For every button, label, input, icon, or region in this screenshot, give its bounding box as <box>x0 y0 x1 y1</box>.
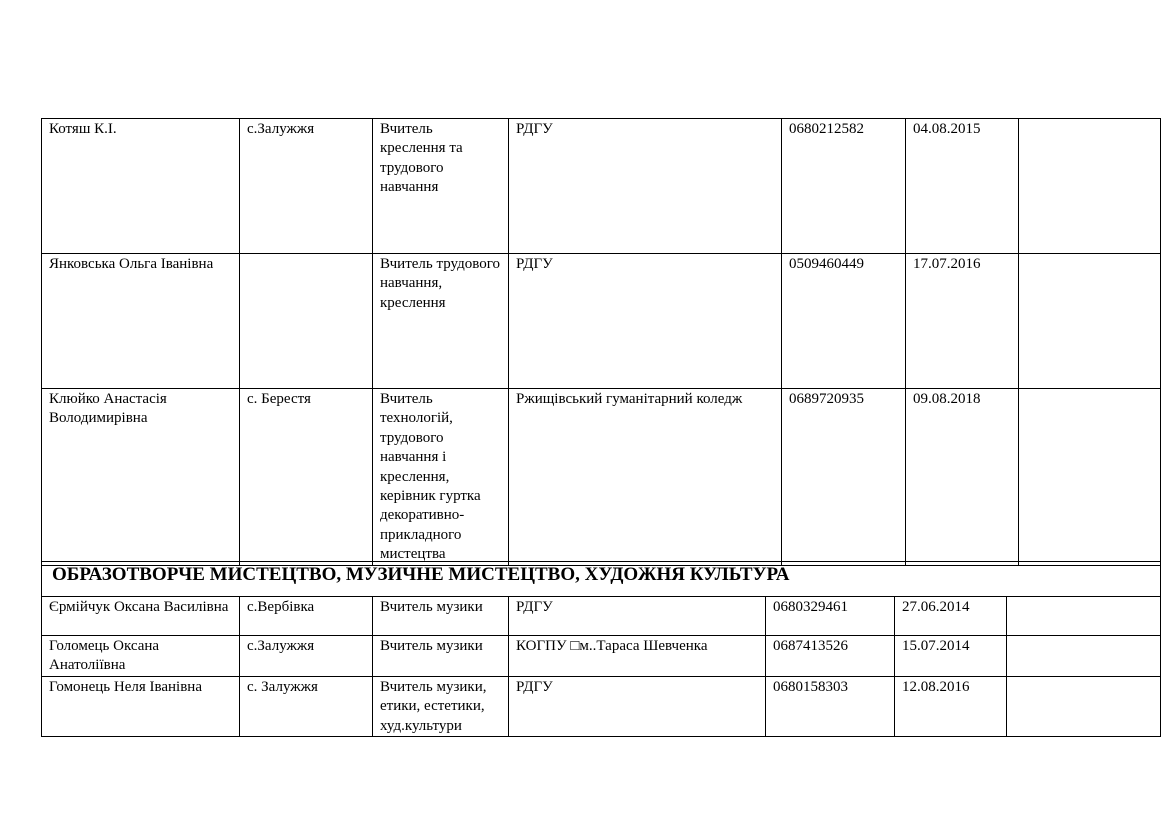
teacher-position: Вчитель технологій, трудового навчання і креслення, керівник гуртка декоративно-прикладного мистецтва <box>373 389 509 566</box>
teacher-position: Вчитель креслення та трудового навчання <box>373 119 509 254</box>
table-row <box>42 119 1161 254</box>
staff-table-arts <box>41 561 1161 737</box>
teacher-name: Гомонець Неля Іванівна <box>42 676 240 736</box>
teacher-village: с.Залужжя <box>240 636 373 677</box>
section-title: ОБРАЗОТВОРЧЕ МИСТЕЦТВО, МУЗИЧНЕ МИСТЕЦТВО, ХУДОЖНЯ КУЛЬТУРА <box>42 562 1161 597</box>
teacher-phone: 0509460449 <box>782 254 906 389</box>
table-row <box>42 636 1161 677</box>
teacher-village: с.Залужжя <box>240 119 373 254</box>
teacher-village: с.Вербівка <box>240 597 373 636</box>
staff-table-labor <box>41 118 1161 566</box>
teacher-note <box>1007 597 1161 636</box>
teacher-education: Ржищівський гуманітарний коледж <box>509 389 782 566</box>
table-row <box>42 676 1161 736</box>
teacher-date: 15.07.2014 <box>895 636 1007 677</box>
teacher-note <box>1019 119 1161 254</box>
teacher-date: 04.08.2015 <box>906 119 1019 254</box>
teacher-date: 09.08.2018 <box>906 389 1019 566</box>
teacher-name: Голомець Оксана Анатоліївна <box>42 636 240 677</box>
table-row <box>42 389 1161 566</box>
teacher-education: КОГПУ □м..Тараса Шевченка <box>509 636 766 677</box>
section-header-row <box>42 562 1161 597</box>
teacher-name: Янковська Ольга Іванівна <box>42 254 240 389</box>
teacher-phone: 0680329461 <box>766 597 895 636</box>
teacher-position: Вчитель трудового навчання, креслення <box>373 254 509 389</box>
teacher-name: Єрмійчук Оксана Василівна <box>42 597 240 636</box>
teacher-phone: 0687413526 <box>766 636 895 677</box>
teacher-phone: 0680212582 <box>782 119 906 254</box>
teacher-village: с. Залужжя <box>240 676 373 736</box>
teacher-name: Клюйко Анастасія Володимирівна <box>42 389 240 566</box>
teacher-village <box>240 254 373 389</box>
teacher-position: Вчитель музики, етики, естетики, худ.культури <box>373 676 509 736</box>
teacher-date: 12.08.2016 <box>895 676 1007 736</box>
table-row <box>42 597 1161 636</box>
teacher-note <box>1007 636 1161 677</box>
teacher-note <box>1019 389 1161 566</box>
teacher-village: с. Берестя <box>240 389 373 566</box>
teacher-phone: 0680158303 <box>766 676 895 736</box>
teacher-position: Вчитель музики <box>373 597 509 636</box>
teacher-education: РДГУ <box>509 597 766 636</box>
teacher-education: РДГУ <box>509 676 766 736</box>
teacher-date: 17.07.2016 <box>906 254 1019 389</box>
table-row <box>42 254 1161 389</box>
teacher-phone: 0689720935 <box>782 389 906 566</box>
teacher-date: 27.06.2014 <box>895 597 1007 636</box>
teacher-education: РДГУ <box>509 254 782 389</box>
teacher-name: Котяш К.І. <box>42 119 240 254</box>
teacher-note <box>1019 254 1161 389</box>
teacher-note <box>1007 676 1161 736</box>
teacher-position: Вчитель музики <box>373 636 509 677</box>
teacher-education: РДГУ <box>509 119 782 254</box>
